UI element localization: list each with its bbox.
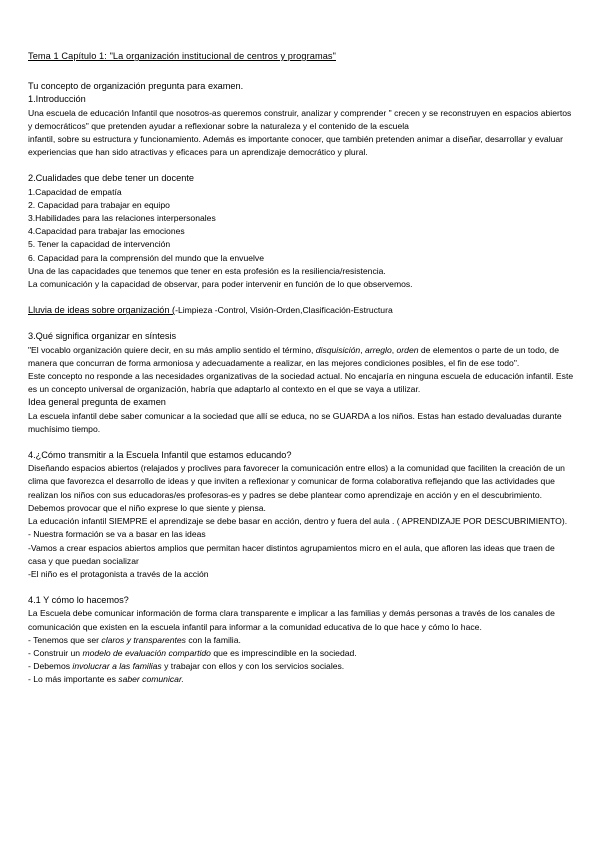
section-3-text: Este concepto no responde a las necesidades organizativas de la sociedad actual. No encajaría en ninguna escuela de educación infantil. Este es un concepto universal de organización, habría que adaptarlo al contexto en el que se vaya a utilizar. [28,371,574,395]
section-2-closing-1: Una de las capacidades que tenemos que tener en esta profesión es la resiliencia/resistencia. [28,265,386,276]
list-item: 1.Capacidad de empatía [28,186,122,197]
brainstorm-items: -Limpieza -Control, Visión-Orden,Clasificación-Estructura [175,305,393,316]
list-item: - Nuestra formación se va a basar en las ideas [28,529,206,540]
list-item: - Lo más importante es saber comunicar. [28,674,184,685]
section-4-text-1: Diseñando espacios abiertos (relajados y proclives para favorecer la comunicación entre ellos) a la comunidad que faciliten la creación de un clima que favorezca el desarrollo de ideas y que inviten a reflexionar y comunicar de forma colaborativa reflejando que las actividades que realizan los niños con sus educadoras/es profesoras-es y padres se debe plantear como aprendizaje en acción y en el descubrimiento. [28,463,565,500]
list-item: - Construir un modelo de evaluación compartido que es imprescindible en la sociedad. [28,647,357,658]
idea-text: La escuela infantil debe saber comunicar a la sociedad que allí se educa, no se GUARDA a los niños. Estas han estado devaluadas durante muchísimo tiempo. [28,410,562,434]
list-item: 2. Capacidad para trabajar en equipo [28,199,170,210]
document-page [28,50,574,687]
brainstorm-label: Lluvia de ideas sobre organización ( [28,305,176,316]
list-item: 3.Habilidades para las relaciones interpersonales [28,213,216,224]
section-2-closing-2: La comunicación y la capacidad de observar, para poder intervenir en función de lo que observemos. [28,279,413,290]
list-item: -El niño es el protagonista a través de la acción [28,568,209,579]
list-item: 4.Capacidad para trabajar las emociones [28,226,185,237]
section-3-heading: 3.Qué significa organizar en síntesis [28,331,177,342]
section-1-heading: 1.Introducción [28,94,86,105]
list-item: -Vamos a crear espacios abiertos amplios que permitan hacer distintos agrupamientos micro en el aula, que afloren las ideas que traen de casa y que puedan socializar [28,542,555,566]
list-item: - Debemos involucrar a las familias y trabajar con ellos y con los servicios sociales. [28,661,345,672]
section-4-1-heading: 4.1 Y cómo lo hacemos? [28,595,129,606]
section-4-1-text: La Escuela debe comunicar información de forma clara transparente e implicar a las familias y demás personas a través de los canales de comunicación que existen en la escuela infantil para informar a la comunidad educativa de lo que hace y cómo lo hace. [28,608,555,632]
document-title: Tema 1 Capítulo 1: "La organización institucional de centros y programas" [28,51,336,61]
idea-heading: Idea general pregunta de examen [28,397,166,408]
section-1-text: Una escuela de educación Infantil que nosotros-as queremos construir, analizar y comprender " crecen y se reconstruyen en espacios abiertos y democráticos" que pretenden ayudar a reflexionar sobre la naturaleza y el contenido de la escuela [28,107,572,131]
list-item: 6. Capacidad para la comprensión del mundo que la envuelve [28,252,265,263]
section-3-quote: "El vocablo organización quiere decir, en su más amplio sentido el término, disquisición, arreglo, orden de elementos o parte de un todo, de manera que concurran de forma armoniosa y adecuadamente a realizar, en las mejores condiciones posibles, el fin de ese todo". [28,344,559,368]
section-2-heading: 2.Cualidades que debe tener un docente [28,173,195,184]
brainstorm-line [28,304,574,317]
exam-note: Tu concepto de organización pregunta para examen. [28,81,244,92]
section-4-heading: 4.¿Cómo transmitir a la Escuela Infantil que estamos educando? [28,450,292,461]
section-4-text-2: Debemos provocar que el niño exprese lo que siente y piensa. [28,502,266,513]
section-4-text-3: La educación infantil SIEMPRE el aprendizaje se debe basar en acción, dentro y fuera del aula . ( APRENDIZAJE POR DESCUBRIMIENTO). [28,516,568,527]
list-item: 5. Tener la capacidad de intervención [28,239,171,250]
section-1-text-2: infantil, sobre su estructura y funcionamiento. Además es importante conocer, que también pretenden animar a diseñar, desarrollar y evaluar experiencias que han sido atractivas y eficaces para un aprendizaje democrático y plural. [28,134,564,158]
list-item: - Tenemos que ser claros y transparentes con la familia. [28,634,241,645]
